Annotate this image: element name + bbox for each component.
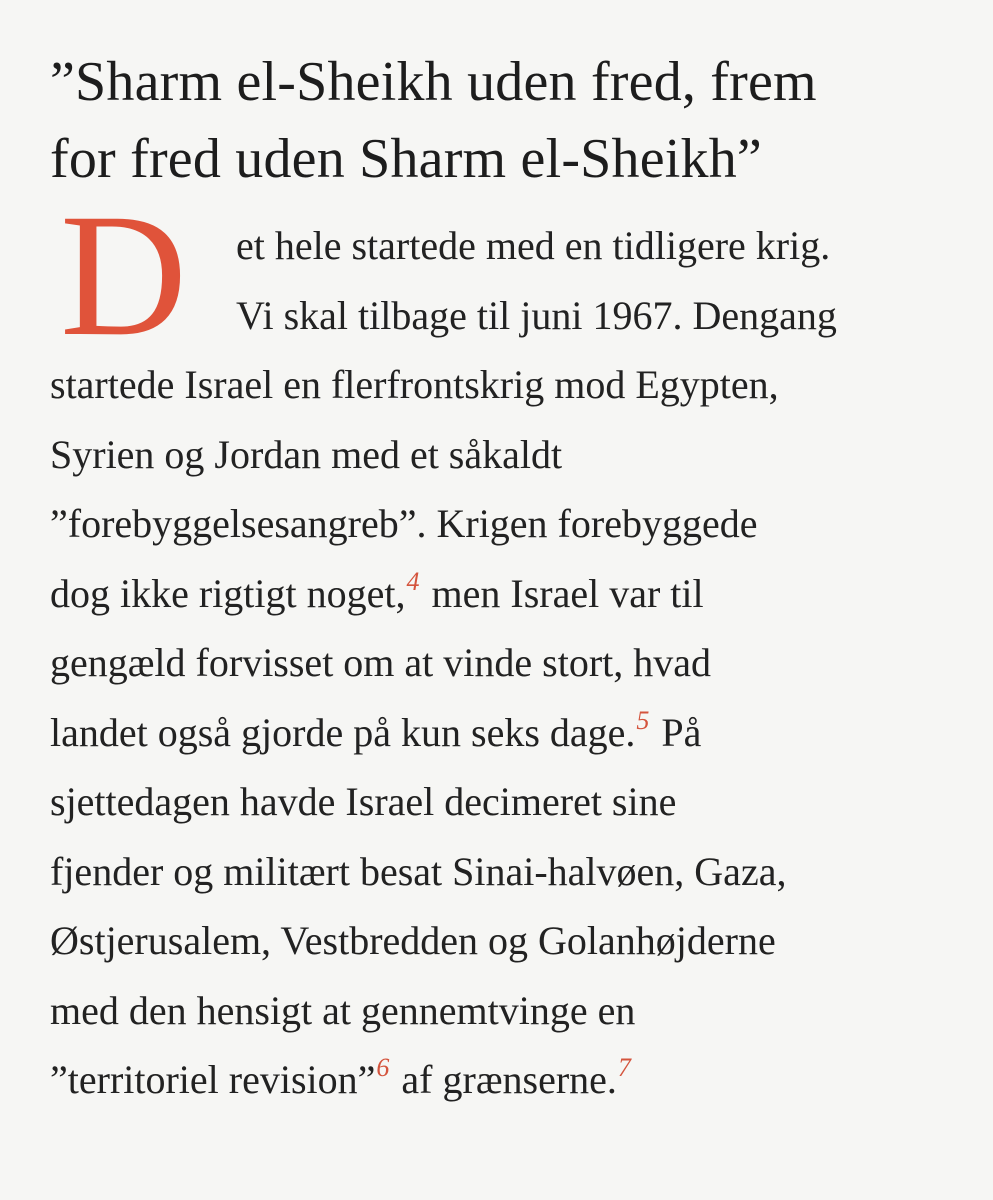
body-line-7: gengæld forvisset om at vinde stort, hvad xyxy=(50,640,712,685)
body-line-9: sjettedagen havde Israel decimeret sine xyxy=(50,779,677,824)
footnote-ref-5[interactable]: 5 xyxy=(636,705,650,735)
body-line-6-text-a: dog ikke rigtigt noget, xyxy=(50,570,406,616)
body-line-3: startede Israel en flerfrontskrig mod Egypten, xyxy=(50,362,779,407)
title-line-2: for fred uden Sharm el-Sheikh” xyxy=(50,128,762,190)
body-line-8-text-b: På xyxy=(651,709,702,755)
body-line-5: ”forebyggelsesangreb”. Krigen forebyggede xyxy=(50,501,758,546)
body-line-11: Østjerusalem, Vestbredden og Golanhøjderne xyxy=(50,918,776,963)
footnote-ref-7[interactable]: 7 xyxy=(617,1053,631,1082)
body-line-8-text-a: landet også gjorde på kun seks dage. xyxy=(50,709,636,755)
body-line-13 xyxy=(50,1045,945,1115)
body-line-4: Syrien og Jordan med et såkaldt xyxy=(50,431,563,477)
footnote-ref-4[interactable]: 4 xyxy=(406,566,420,596)
article-title xyxy=(50,44,945,198)
body-line-6 xyxy=(50,559,945,629)
footnote-ref-6[interactable]: 6 xyxy=(376,1053,390,1082)
body-line-6-text-b: men Israel var til xyxy=(421,570,704,616)
article-body xyxy=(50,178,945,1115)
drop-cap: D xyxy=(60,178,188,373)
body-line-13-text-a: ”territoriel revision” xyxy=(50,1057,376,1102)
title-line-1: ”Sharm el-Sheikh uden fred, frem xyxy=(50,51,817,113)
body-line-8 xyxy=(50,698,945,768)
body-line-13-text-b: af grænserne. xyxy=(391,1057,617,1102)
body-line-1: et hele startede med en tidligere krig. xyxy=(236,223,831,268)
body-line-2: Vi skal tilbage til juni 1967. Dengang xyxy=(236,292,837,338)
body-line-10: fjender og militært besat Sinai-halvøen, Gaza, xyxy=(50,848,787,894)
body-line-12: med den hensigt at gennemtvinge en xyxy=(50,987,636,1033)
